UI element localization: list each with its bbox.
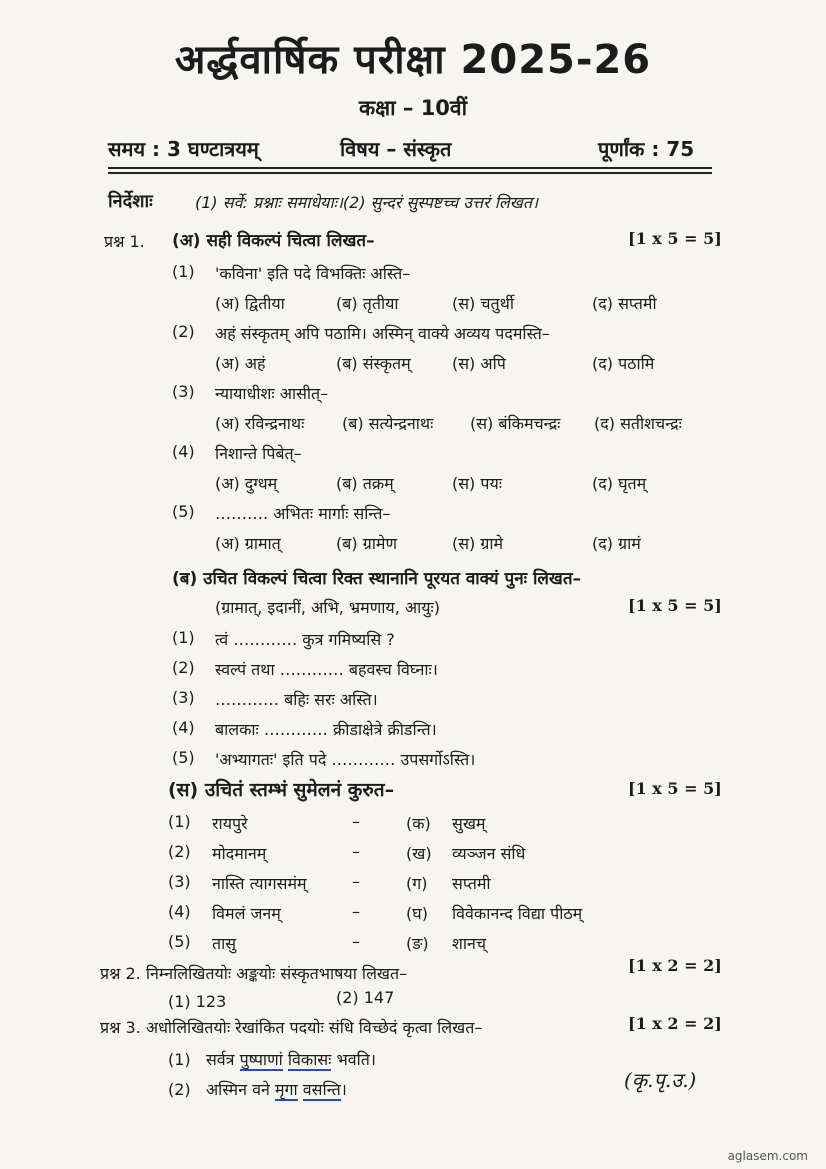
- underlined-word: वसन्ति: [302, 1080, 341, 1099]
- item-number: (3): [172, 688, 195, 707]
- item-number: (4): [172, 442, 195, 461]
- match-dash: –: [352, 902, 360, 921]
- item-question: ………. अभितः मार्गाः सन्ति–: [215, 504, 391, 523]
- q2-marks: [1 x 2 = 2]: [628, 956, 722, 975]
- option-a: (अ) अहं: [215, 354, 266, 373]
- match-left: रायपुरे: [212, 814, 248, 833]
- q3-item-2: [168, 1078, 347, 1100]
- q2-item-2: (2) 147: [336, 988, 395, 1007]
- q1b-marks: [1 x 5 = 5]: [628, 596, 722, 615]
- underlined-word: पुष्पाणां: [239, 1050, 283, 1069]
- match-left: तासु: [212, 934, 237, 953]
- item-question: निशान्ते पिबेत्–: [215, 444, 302, 463]
- match-key: (क): [406, 814, 431, 833]
- fill-blank-item: त्वं ………… कुत्र गमिष्यसि ?: [215, 630, 395, 649]
- subject-label: विषय – संस्कृत: [340, 137, 452, 161]
- please-turn-over: (कृ.पृ.उ.): [624, 1068, 697, 1092]
- match-dash: –: [352, 812, 360, 831]
- option-d: (द) घृतम्: [592, 474, 647, 493]
- header-rule-top: [108, 167, 712, 169]
- q1a-heading: (अ) सही विकल्पं चित्वा लिखत–: [172, 231, 375, 251]
- q1c-marks: [1 x 5 = 5]: [628, 779, 722, 798]
- option-a: (अ) ग्रामात्: [215, 534, 281, 553]
- q1a-marks: [1 x 5 = 5]: [628, 229, 722, 248]
- match-key: (ग): [406, 874, 428, 893]
- fill-blank-item: 'अभ्यागतः' इति पदे ………… उपसर्गोऽस्ति।: [215, 750, 476, 769]
- sentence-text: सर्वत्र: [205, 1050, 240, 1069]
- item-number: (2): [168, 1080, 191, 1099]
- header-rule-bottom: [108, 172, 712, 174]
- option-d: (द) ग्रामं: [592, 534, 641, 553]
- item-number: (2): [172, 322, 195, 341]
- class-label: कक्षा – 10वीं: [358, 96, 468, 120]
- match-dash: –: [352, 872, 360, 891]
- match-right: शानच्: [452, 934, 487, 953]
- option-d: (द) सतीशचन्द्रः: [594, 414, 682, 433]
- item-number: (2): [168, 842, 191, 861]
- q2-text: प्रश्न 2. निम्नलिखितयोः अङ्कयोः संस्कृतभाषया लिखत–: [100, 964, 408, 983]
- item-number: (1): [168, 812, 191, 831]
- q2-item-1: (1) 123: [168, 992, 227, 1011]
- item-number: (4): [172, 718, 195, 737]
- item-question: 'कविना' इति पदे विभक्तिः अस्ति–: [215, 264, 411, 283]
- option-b: (ब) तक्रम्: [336, 474, 394, 493]
- option-d: (द) सप्तमी: [592, 294, 657, 313]
- fill-blank-item: ………… बहिः सरः अस्ति।: [215, 690, 378, 709]
- underlined-word: विकासः: [287, 1050, 332, 1069]
- option-b: (ब) ग्रामेण: [336, 534, 398, 553]
- option-c: (स) चतुर्थी: [452, 294, 515, 313]
- instructions-label: निर्देशाः: [108, 191, 153, 212]
- time-label: समय : 3 घण्टात्रयम्: [108, 137, 259, 161]
- item-number: (5): [172, 748, 195, 767]
- sentence-text: भवति।: [331, 1050, 376, 1069]
- q1c-heading: (स) उचितं स्तम्भं सुमेलनं कुरुत–: [168, 779, 395, 801]
- match-key: (घ): [406, 904, 428, 923]
- underlined-word: मृगा: [274, 1080, 298, 1099]
- q1b-heading: (ब) उचित विकल्पं चित्वा रिक्त स्थानानि पूरयत वाक्यं पुनः लिखत–: [172, 569, 582, 589]
- item-question: न्यायाधीशः आसीत्–: [215, 384, 329, 403]
- item-number: (4): [168, 902, 191, 921]
- option-c: (स) ग्रामे: [452, 534, 504, 553]
- q1-prefix: प्रश्न 1.: [104, 232, 145, 251]
- item-number: (3): [168, 872, 191, 891]
- instructions-text: (1) सर्वे: प्रश्नाः समाधेयाः।(2) सुन्दरं सुस्पष्टच्च उत्तरं लिखत।: [195, 193, 539, 212]
- option-b: (ब) सत्येन्द्रनाथः: [342, 414, 434, 433]
- fill-blank-item: स्वल्पं तथा ………… बहवस्च विघ्नाः।: [215, 660, 438, 679]
- item-number: (3): [172, 382, 195, 401]
- item-number: (1): [168, 1050, 191, 1069]
- option-a: (अ) दुग्धम्: [215, 474, 278, 493]
- match-dash: –: [352, 932, 360, 951]
- fill-blank-item: बालकाः ………… क्रीडाक्षेत्रे क्रीडन्ति।: [215, 720, 437, 739]
- match-key: (ङ): [406, 934, 429, 953]
- item-number: (5): [172, 502, 195, 521]
- match-right: सुखम्: [452, 814, 486, 833]
- option-c: (स) बंकिमचन्द्रः: [470, 414, 561, 433]
- max-marks-label: पूर्णांक : 75: [598, 137, 695, 161]
- option-d: (द) पठामि: [592, 354, 655, 373]
- site-watermark: aglasem.com: [727, 1149, 808, 1163]
- match-right: व्यञ्जन संधि: [452, 844, 526, 863]
- sentence-text: ।: [340, 1080, 347, 1099]
- option-c: (स) पयः: [452, 474, 502, 493]
- match-dash: –: [352, 842, 360, 861]
- option-a: (अ) रविन्द्रनाथः: [215, 414, 305, 433]
- q3-text: प्रश्न 3. अधोलिखितयोः रेखांकित पदयोः संधि विच्छेदं कृत्वा लिखत–: [100, 1018, 483, 1037]
- item-question: अहं संस्कृतम् अपि पठामि। अस्मिन् वाक्ये अव्यय पदमस्ति–: [215, 324, 550, 343]
- item-number: (2): [172, 658, 195, 677]
- match-key: (ख): [406, 844, 432, 863]
- option-b: (ब) संस्कृतम्: [336, 354, 411, 373]
- match-left: विमलं जनम्: [212, 904, 281, 923]
- item-number: (5): [168, 932, 191, 951]
- q3-item-1: [168, 1048, 376, 1070]
- match-right: विवेकानन्द विद्या पीठम्: [452, 904, 583, 923]
- match-left: नास्ति त्यागसमंम्: [212, 874, 307, 893]
- item-number: (1): [172, 262, 195, 281]
- match-right: सप्तमी: [452, 874, 491, 893]
- option-a: (अ) द्वितीया: [215, 294, 285, 313]
- q1b-options: (ग्रामात्, इदानीं, अभि, भ्रमणाय, आयुः): [215, 598, 440, 617]
- option-c: (स) अपि: [452, 354, 506, 373]
- item-number: (1): [172, 628, 195, 647]
- sentence-text: अस्मिन वने: [205, 1080, 275, 1099]
- option-b: (ब) तृतीया: [336, 294, 399, 313]
- q3-marks: [1 x 2 = 2]: [628, 1014, 722, 1033]
- exam-title: अर्द्धवार्षिक परीक्षा 2025-26: [174, 37, 652, 83]
- match-left: मोदमानम्: [212, 844, 267, 863]
